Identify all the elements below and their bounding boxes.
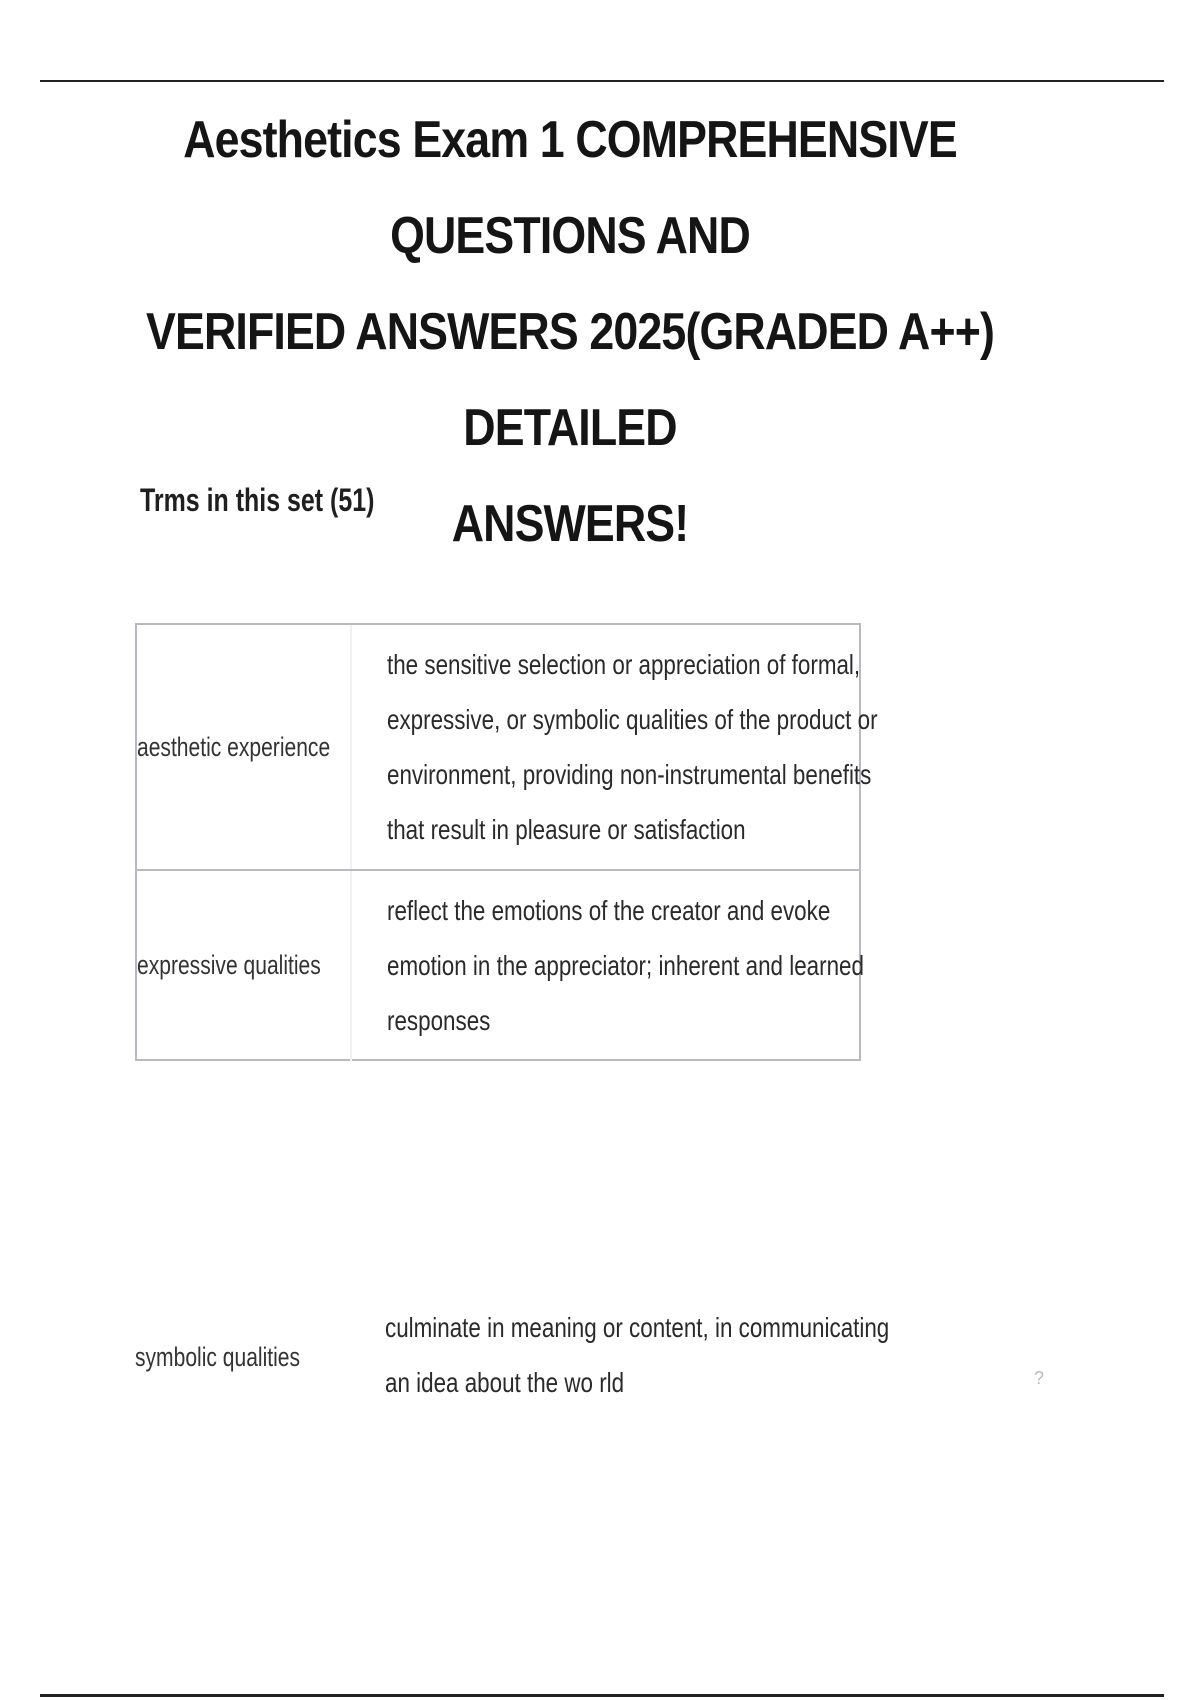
definition-line: culminate in meaning or content, in communicating bbox=[385, 1312, 890, 1343]
title-line-2: VERIFIED ANSWERS 2025(GRADED A++) DETAILED bbox=[146, 303, 994, 457]
terms-count-heading: Trms in this set (51) bbox=[140, 482, 375, 518]
term-definition bbox=[135, 1300, 890, 1410]
term-label: aesthetic experience bbox=[137, 731, 331, 762]
title-line-3: ANSWERS! bbox=[451, 495, 689, 553]
definition-line: reflect the emotions of the creator and evoke bbox=[387, 894, 831, 926]
terms-table bbox=[135, 623, 878, 1061]
term-label: symbolic qualities bbox=[135, 1342, 301, 1372]
bottom-rule bbox=[40, 1694, 1164, 1697]
top-rule bbox=[40, 80, 1164, 82]
term-row bbox=[137, 869, 864, 1059]
definition-line: the sensitive selection or appreciation of formal, bbox=[387, 649, 861, 680]
term-row bbox=[137, 625, 878, 869]
title-line-1: Aesthetics Exam 1 COMPREHENSIVE QUESTIONS AND bbox=[183, 111, 957, 265]
definition-line: that result in pleasure or satisfaction bbox=[387, 814, 746, 845]
stray-mark: ? bbox=[1034, 1368, 1045, 1388]
term-row bbox=[135, 1300, 890, 1420]
definition-line: environment, providing non-instrumental benefits bbox=[387, 759, 872, 790]
definition-line: an idea about the wo rld bbox=[385, 1367, 625, 1398]
term-label: expressive qualities bbox=[137, 949, 321, 980]
term-definition bbox=[352, 883, 983, 1048]
definition-line: responses bbox=[387, 1004, 491, 1036]
term-definition bbox=[352, 637, 1000, 857]
definition-line: expressive, or symbolic qualities of the product or bbox=[387, 704, 878, 735]
definition-line: emotion in the appreciator; inherent and learned bbox=[387, 949, 864, 981]
